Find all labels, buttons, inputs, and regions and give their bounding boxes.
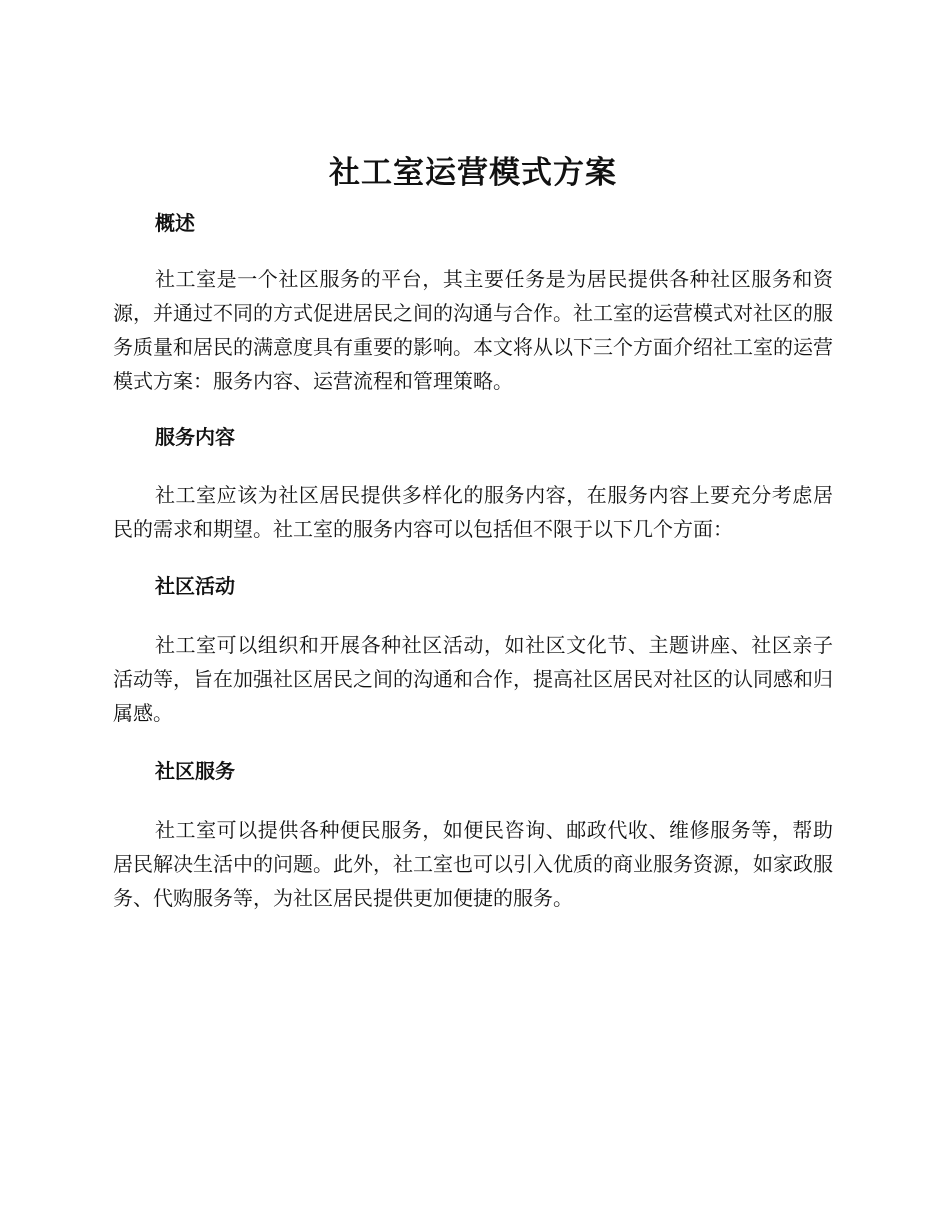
section-paragraph-service-content: 社工室应该为社区居民提供多样化的服务内容，在服务内容上要充分考虑居民的需求和期望。社工室的服务内容可以包括但不限于以下几个方面： bbox=[113, 483, 833, 541]
section-paragraph-community-activities: 社工室可以组织和开展各种社区活动，如社区文化节、主题讲座、社区亲子活动等，旨在加强社区居民之间的沟通和合作，提高社区居民对社区的认同感和归属感。 bbox=[113, 633, 833, 725]
section-heading-overview: 概述 bbox=[155, 211, 195, 235]
section-community-services bbox=[113, 756, 833, 915]
section-heading-community-activities: 社区活动 bbox=[155, 574, 235, 598]
section-paragraph-overview: 社工室是一个社区服务的平台，其主要任务是为居民提供各种社区服务和资源，并通过不同的方式促进居民之间的沟通与合作。社工室的运营模式对社区的服务质量和居民的满意度具有重要的影响。本文将从以下三个方面介绍社工室的运营模式方案：服务内容、运营流程和管理策略。 bbox=[113, 267, 833, 393]
section-overview bbox=[113, 208, 833, 398]
document-title: 社工室运营模式方案 bbox=[329, 155, 617, 191]
section-paragraph-community-services: 社工室可以提供各种便民服务，如便民咨询、邮政代收、维修服务等，帮助居民解决生活中的问题。此外，社工室也可以引入优质的商业服务资源，如家政服务、代购服务等，为社区居民提供更加便捷的服务。 bbox=[113, 818, 833, 910]
section-community-activities bbox=[113, 571, 833, 730]
section-heading-community-services: 社区服务 bbox=[155, 759, 235, 783]
document-page bbox=[113, 150, 833, 915]
section-service-content bbox=[113, 422, 833, 546]
section-heading-service-content: 服务内容 bbox=[155, 425, 235, 449]
